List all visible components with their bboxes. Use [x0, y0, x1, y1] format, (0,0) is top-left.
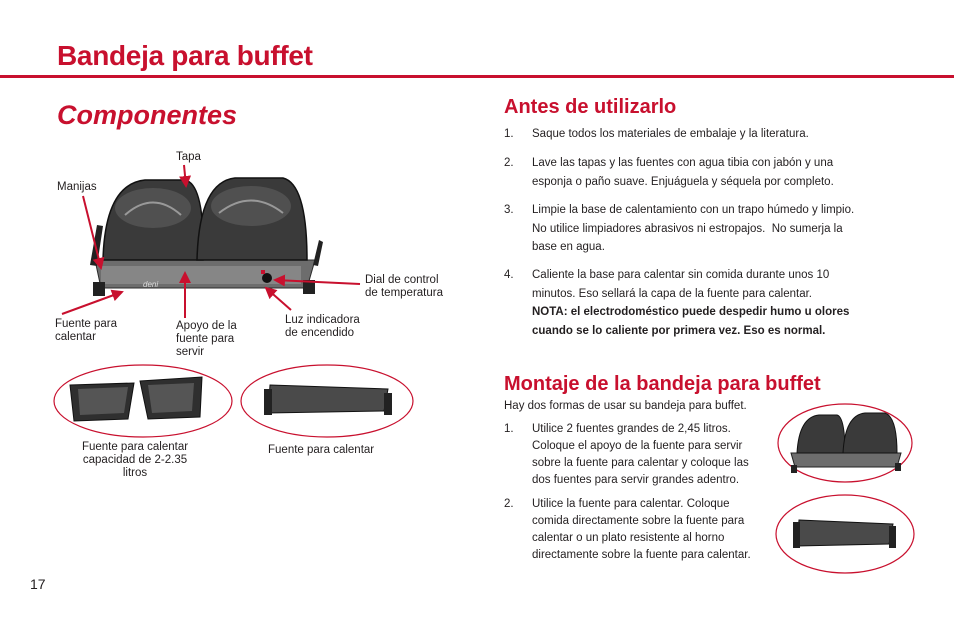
- label-warming-tray: Fuente para calentar: [55, 318, 118, 343]
- label-handles: Manijas: [57, 181, 97, 193]
- step-number: 3.: [504, 204, 514, 216]
- label-warming-plate: Fuente para calentar: [268, 444, 375, 456]
- step-number: 2.: [504, 157, 514, 169]
- components-title: Componentes: [57, 100, 238, 130]
- assembly-intro: Hay dos formas de usar su bandeja para buffet.: [504, 400, 747, 412]
- step-number: 1.: [504, 423, 514, 435]
- step-text: Utilice la fuente para calentar. Coloque comida directamente sobre la fuente para calentar o un plato resistente al horno directamente sobre la fuente para calentar.: [532, 498, 751, 561]
- step-text: Caliente la base para calentar sin comida durante unos 10 minutos. Eso sellará la capa de la fuente para calentar.: [532, 269, 830, 300]
- step-text: Lave las tapas y las fuentes con agua tibia con jabón y una esponja o paño suave. Enjuáguela y séquela por completo.: [532, 157, 834, 188]
- step-note: NOTA: el electrodoméstico puede despedir humo u olores cuando se lo caliente por primera vez. Eso es normal.: [532, 306, 850, 337]
- assembly-illustration-1: [777, 403, 913, 483]
- step-number: 1.: [504, 128, 514, 140]
- assembly-illustration-2: [775, 494, 915, 574]
- warming-plate-illustration: [240, 363, 415, 439]
- label-tray-support: Apoyo de la fuente para servir: [176, 320, 237, 358]
- assembly-title: Montaje de la bandeja para buffet: [504, 373, 821, 395]
- step-text: Utilice 2 fuentes grandes de 2,45 litros. Coloque el apoyo de la fuente para servir sobre la fuente para calentar y coloque las dos fuentes para servir grandes adentro.: [532, 423, 749, 486]
- step-text: Saque todos los materiales de embalaje y la literatura.: [532, 128, 809, 140]
- label-lid: Tapa: [176, 151, 201, 163]
- before-use-title: Antes de utilizarlo: [504, 96, 677, 118]
- page-title: Bandeja para buffet: [57, 40, 313, 71]
- page-number: 17: [30, 576, 46, 592]
- brand-logo: deni: [143, 280, 159, 289]
- step-number: 4.: [504, 269, 514, 281]
- step-text: Limpie la base de calentamiento con un trapo húmedo y limpio. No utilice limpiadores abrasivos ni estropajos. No sumerja la base en agua.: [532, 204, 855, 253]
- label-pans: Fuente para calentar capacidad de 2-2.35 litros: [81, 441, 189, 479]
- pans-illustration: [52, 363, 234, 439]
- step-number: 2.: [504, 498, 514, 510]
- label-power-light: Luz indicadora de encendido: [285, 314, 360, 339]
- label-temp-dial: Dial de control de temperatura: [365, 274, 443, 299]
